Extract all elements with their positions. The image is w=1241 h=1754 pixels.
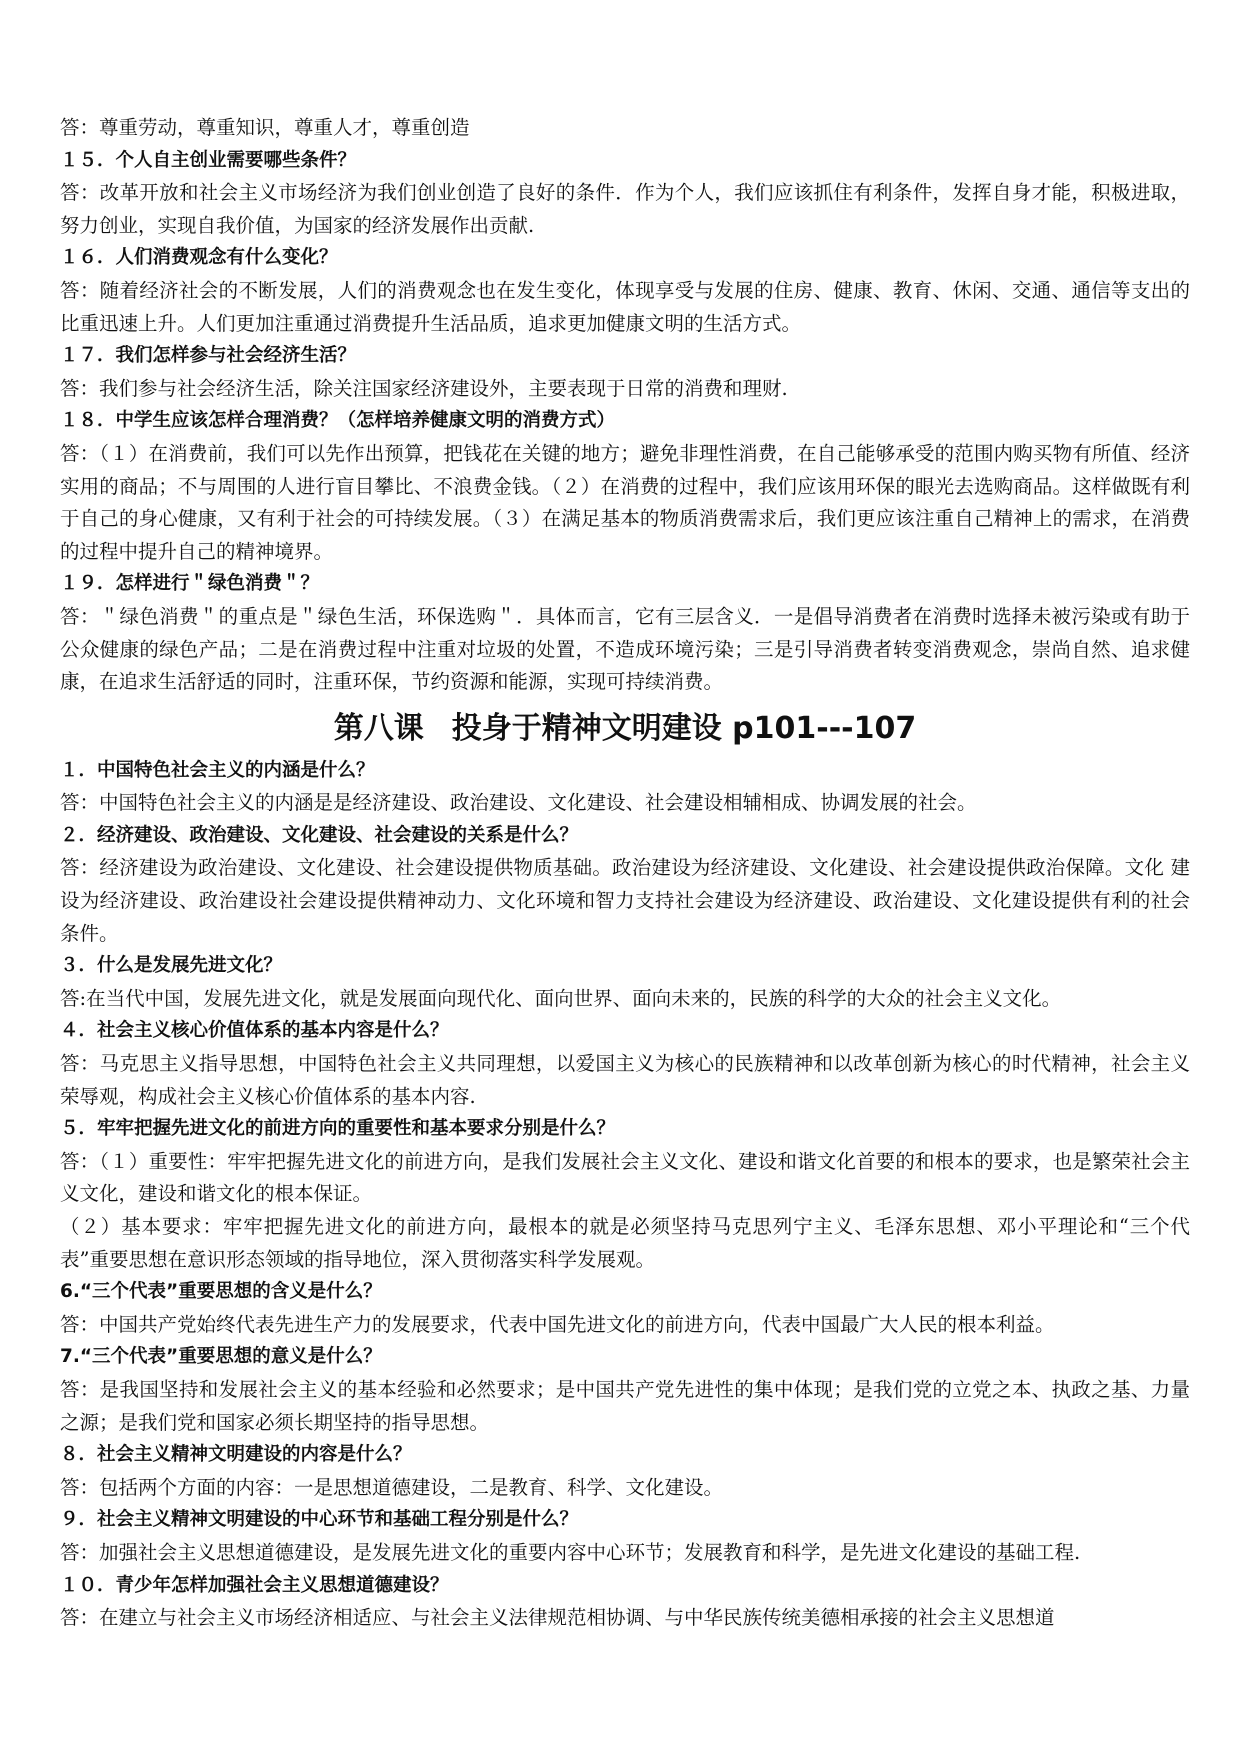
answer-paragraph: 答：加强社会主义思想道德建设，是发展先进文化的重要内容中心环节；发展教育和科学，是先进文化建设的基础工程. (60, 1540, 1081, 1564)
answer-text (60, 438, 1190, 568)
question-title: １０．青少年怎样加强社会主义思想道德建设？ (60, 1574, 449, 1596)
qa-section-1 (60, 145, 1190, 699)
answer-paragraph: 答：我们参与社会经济生活，除关注国家经济建设外，主要表现于日常的消费和理财. (60, 376, 788, 400)
question-title: １９．怎样进行＂绿色消费＂？ (60, 573, 320, 595)
answer-text (60, 983, 1190, 1016)
answer-paragraph: 答：马克思主义指导思想，中国特色社会主义共同理想，以爱国主义为核心的民族精神和以改革创新为核心的时代精神，社会主义荣辱观，构成社会主义核心价值体系的基本内容. (60, 1052, 1190, 1108)
answer-paragraph: 答：经济建设为政治建设、文化建设、社会建设提供物质基础。政治建设为经济建设、文化建设、社会建设提供政治保障。文化 建设为经济建设、政治建设社会建设提供精神动力、文化环境和智力支持社会建设为经济建设、政治建设、文化建设提供有利的社会条件。 (60, 856, 1190, 945)
answer-paragraph: 答：＂绿色消费＂的重点是＂绿色生活，环保选购＂．具体而言，它有三层含义．一是倡导消费者在消费时选择未被污染或有助于公众健康的绿色产品；二是在消费过程中注重对垃圾的处置，不造成环境污染；三是引导消费者转变消费观念，崇尚自然、追求健康，在追求生活舒适的同时，注重环保，节约资源和能源，实现可持续消费。 (60, 604, 1190, 694)
question-title: １８．中学生应该怎样合理消费？（怎样培养健康文明的消费方式） (60, 410, 616, 432)
question-title: ５．牢牢把握先进文化的前进方向的重要性和基本要求分别是什么？ (60, 1118, 616, 1140)
answer-text (60, 1146, 1190, 1276)
question-title: ９．社会主义精神文明建设的中心环节和基础工程分别是什么？ (60, 1509, 579, 1531)
question-title: ３．什么是发展先进文化？ (60, 955, 283, 977)
answer-paragraph: 答：（１）在消费前，我们可以先作出预算，把钱花在关键的地方；避免非理性消费，在自己能够承受的范围内购买物有所值、经济实用的商品；不与周围的人进行盲目攀比、不浪费金钱。（２）在消费的过程中，我们应该用环保的眼光去选购商品。这样做既有利于自己的身心健康，又有利于社会的可持续发展。（３）在满足基本的物质消费需求后，我们更应该注重自己精神上的需求，在消费的过程中提升自己的精神境界。 (60, 441, 1190, 563)
question-title: １６．人们消费观念有什么变化？ (60, 247, 338, 269)
question-title: １５．个人自主创业需要哪些条件？ (60, 149, 357, 171)
question-title: １７．我们怎样参与社会经济生活？ (60, 345, 357, 367)
answer-paragraph: 答：（１）重要性：牢牢把握先进文化的前进方向，是我们发展社会主义文化、建设和谐文化首要的和根本的要求，也是繁荣社会主义文化，建设和谐文化的根本保证。 (60, 1149, 1190, 1206)
question-title: ８．社会主义精神文明建设的内容是什么？ (60, 1444, 412, 1466)
question-title: 7.“三个代表”重要思想的意义是什么？ (60, 1346, 382, 1368)
answer-text (60, 1374, 1190, 1439)
answer-paragraph: 答：随着经济社会的不断发展，人们的消费观念也在发生变化，体现享受与发展的住房、健康、教育、休闲、交通、通信等支出的比重迅速上升。人们更加注重通过消费提升生活品质，追求更加健康文明的生活方式。 (60, 278, 1190, 335)
answer-paragraph: （２）基本要求：牢牢把握先进文化的前进方向，最根本的就是必须坚持马克思列宁主义、毛泽东思想、邓小平理论和“三个代表”重要思想在意识形态领域的指导地位，深入贯彻落实科学发展观。 (60, 1215, 1190, 1271)
answer-text (60, 787, 1190, 820)
answer-text (60, 275, 1190, 340)
lesson-title: 投身于精神文明建设 p101---107 (451, 710, 917, 746)
question-title: 6.“三个代表”重要思想的含义是什么？ (60, 1281, 382, 1303)
answer-text (60, 1537, 1190, 1570)
answer-paragraph: 答：中国特色社会主义的内涵是是经济建设、政治建设、文化建设、社会建设相辅相成、协调发展的社会。 (60, 791, 977, 815)
document-page (60, 112, 1190, 1635)
answer-text (60, 373, 1190, 406)
answer-text (60, 1309, 1190, 1342)
answer-text (60, 1048, 1190, 1113)
question-title: ４．社会主义核心价值体系的基本内容是什么？ (60, 1020, 449, 1042)
answer-text: 答：尊重劳动，尊重知识，尊重人才，尊重创造 (60, 116, 470, 139)
lesson-heading (60, 703, 1190, 755)
qa-section-2 (60, 755, 1190, 1635)
question-title: ２．经济建设、政治建设、文化建设、社会建设的关系是什么？ (60, 824, 579, 846)
answer-paragraph: 答：改革开放和社会主义市场经济为我们创业创造了良好的条件．作为个人，我们应该抓住有利条件，发挥自身才能，积极进取，努力创业，实现自我价值，为国家的经济发展作出贡献. (60, 181, 1190, 237)
answer-paragraph: 答：在建立与社会主义市场经济相适应、与社会主义法律规范相协调、与中华民族传统美德相承接的社会主义思想道 (60, 1606, 1055, 1630)
answer-text (60, 1602, 1190, 1635)
answer-text (60, 1472, 1190, 1505)
answer-paragraph: 答：是我国坚持和发展社会主义的基本经验和必然要求；是中国共产党先进性的集中体现；是我们党的立党之本、执政之基、力量之源；是我们党和国家必须长期坚持的指导思想。 (60, 1377, 1190, 1434)
answer-text (60, 852, 1190, 950)
answer-paragraph: 答：中国共产党始终代表先进生产力的发展要求，代表中国先进文化的前进方向，代表中国最广大人民的根本利益。 (60, 1312, 1055, 1336)
answer-paragraph: 答:在当代中国，发展先进文化，就是发展面向现代化、面向世界、面向未来的，民族的科学的大众的社会主义文化。 (60, 986, 1062, 1010)
answer-text (60, 177, 1190, 242)
lesson-number: 第八课 (333, 710, 424, 746)
answer-paragraph: 答：包括两个方面的内容：一是思想道德建设，二是教育、科学、文化建设。 (60, 1475, 724, 1499)
answer-text (60, 601, 1190, 699)
question-title: １．中国特色社会主义的内涵是什么？ (60, 759, 375, 781)
